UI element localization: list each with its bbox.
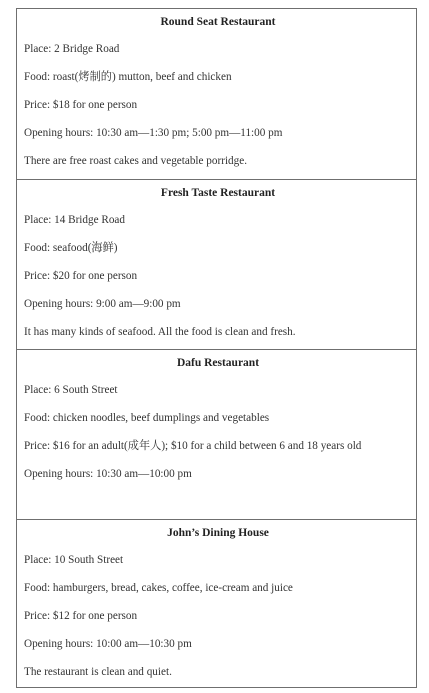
restaurant-section-fresh-taste [17,180,416,350]
restaurant-note: It has many kinds of seafood. All the food is clean and fresh. [24,326,296,338]
restaurant-food: Food: roast(烤制的) mutton, beef and chicken [24,71,232,83]
restaurant-hours: Opening hours: 10:00 am—10:30 pm [24,638,192,650]
restaurant-section-johns [17,520,416,687]
restaurant-hours: Opening hours: 9:00 am—9:00 pm [24,298,181,310]
restaurant-hours: Opening hours: 10:30 am—1:30 pm; 5:00 pm—11:00 pm [24,127,283,139]
restaurant-price: Price: $12 for one person [24,610,138,622]
restaurant-place: Place: 14 Bridge Road [24,214,125,226]
restaurant-place: Place: 10 South Street [24,554,124,566]
restaurant-name: John’s Dining House [167,527,269,539]
restaurant-name: Dafu Restaurant [176,357,260,369]
restaurant-section-dafu [17,350,416,520]
restaurant-note: There are free roast cakes and vegetable porridge. [24,155,248,167]
restaurant-food: Food: chicken noodles, beef dumplings and vegetables [24,412,270,424]
restaurant-food: Food: seafood(海鲜) [24,242,118,254]
restaurant-name: Round Seat Restaurant [160,16,276,28]
restaurant-note: The restaurant is clean and quiet. [24,666,172,678]
restaurant-info-table [16,8,417,688]
restaurant-name: Fresh Taste Restaurant [160,187,276,199]
restaurant-place: Place: 2 Bridge Road [24,43,120,55]
restaurant-price: Price: $16 for an adult(成年人); $10 for a child between 6 and 18 years old [24,440,362,452]
restaurant-hours: Opening hours: 10:30 am—10:00 pm [24,468,192,480]
restaurant-price: Price: $20 for one person [24,270,138,282]
restaurant-food: Food: hamburgers, bread, cakes, coffee, ice-cream and juice [24,582,293,594]
restaurant-section-round-seat [17,9,416,180]
restaurant-place: Place: 6 South Street [24,384,118,396]
restaurant-price: Price: $18 for one person [24,99,138,111]
